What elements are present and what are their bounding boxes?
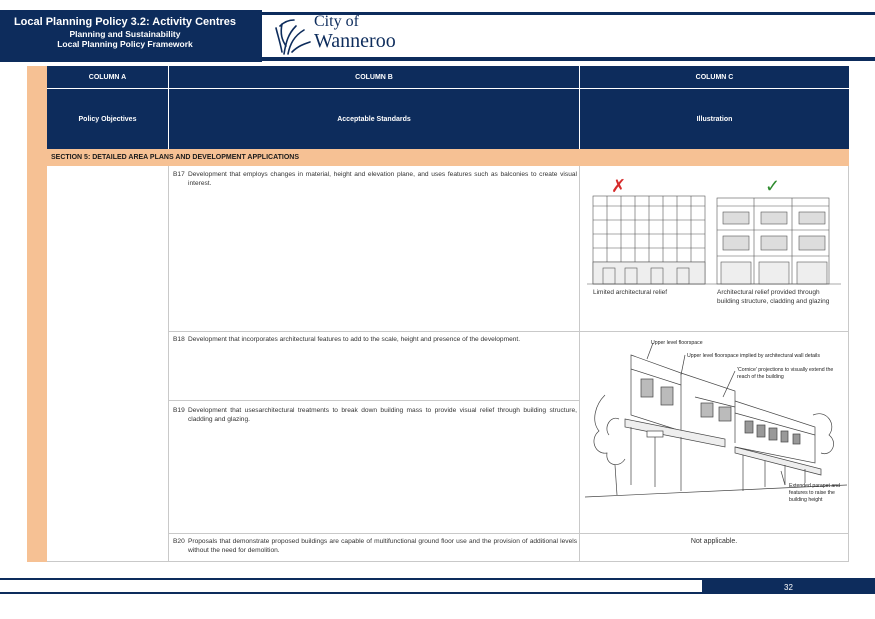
label-upper-level-floorspace: Upper level floorspace [651,340,703,346]
standard-b19 [173,407,577,424]
document-title: Local Planning Policy 3.2: Activity Centres [13,16,237,28]
column-a-header: COLUMN A [47,66,168,88]
illustration-b18-b19-streetscape [585,335,847,530]
standard-b20 [173,538,577,555]
row-divider-b19 [168,533,849,534]
column-divider-b-c [579,166,580,562]
label-parapet-line2: features to raise the [789,490,835,496]
standard-text: Proposals that demonstrate proposed buildings are capable of multifunctional ground floor use and the provision of additional levels without the need for demolition. [188,538,577,554]
table-bottom-border [47,561,849,562]
document-subtitle-framework: Local Planning Policy Framework [57,39,193,49]
column-b-header: COLUMN B [169,66,579,88]
standard-text: Development that incorporates architectural features to add to the scale, height and presence of the development. [188,336,521,343]
standard-b18 [173,336,577,345]
column-c-header: COLUMN C [580,66,849,88]
column-divider-a-b [168,166,169,562]
section-5-heading: SECTION 5: DETAILED AREA PLANS AND DEVELOPMENT APPLICATIONS [47,149,849,166]
check-mark-icon: ✓ [765,176,781,196]
footer-line [0,592,702,594]
acceptable-standards-header: Acceptable Standards [169,89,579,149]
logo-line-city-of: City of [314,13,359,30]
document-subtitle-department: Planning and Sustainability [69,29,181,39]
standard-code: B17 [173,171,185,178]
table-left-margin-strip [27,66,47,562]
caption-relief-provided-line2: building structure, cladding and glazing [717,298,830,305]
label-parapet-line3: building height [789,497,823,503]
label-parapet-line1: Extended parapet and [789,483,841,489]
caption-relief-provided-line1: Architectural relief provided through [717,289,820,296]
row-divider-b18 [168,400,579,401]
standard-text: Development that usesarchitectural treatments to break down building mass to provide visual relief through building structure, cladding and glazing. [188,407,577,423]
illustration-b17-facade-comparison [585,172,847,322]
header-text [0,16,250,49]
standard-b17 [173,171,577,188]
policy-objectives-header: Policy Objectives [47,89,168,149]
standard-code: B18 [173,336,185,343]
page-number: 32 [702,580,875,594]
row-divider-b17 [168,331,849,332]
table-right-border [848,166,849,562]
label-implied-floorspace: Upper level floorspace implied by architectural wall details [687,353,820,359]
label-cornice-line1: 'Cornice' projections to visually extend the [737,367,834,373]
illustration-header: Illustration [580,89,849,149]
logo-line-wanneroo: Wanneroo [314,30,396,52]
standard-code: B20 [173,538,185,545]
standard-text: Development that employs changes in material, height and elevation plane, and uses features such as balconies to create visual interest. [188,171,577,187]
label-cornice-line2: reach of the building [737,374,784,380]
b20-illustration-not-applicable: Not applicable. [690,538,738,545]
cross-mark-icon: ✗ [611,176,627,196]
city-logo-wordmark [314,14,396,52]
caption-limited-relief: Limited architectural relief [593,289,668,296]
standard-code: B19 [173,407,185,414]
